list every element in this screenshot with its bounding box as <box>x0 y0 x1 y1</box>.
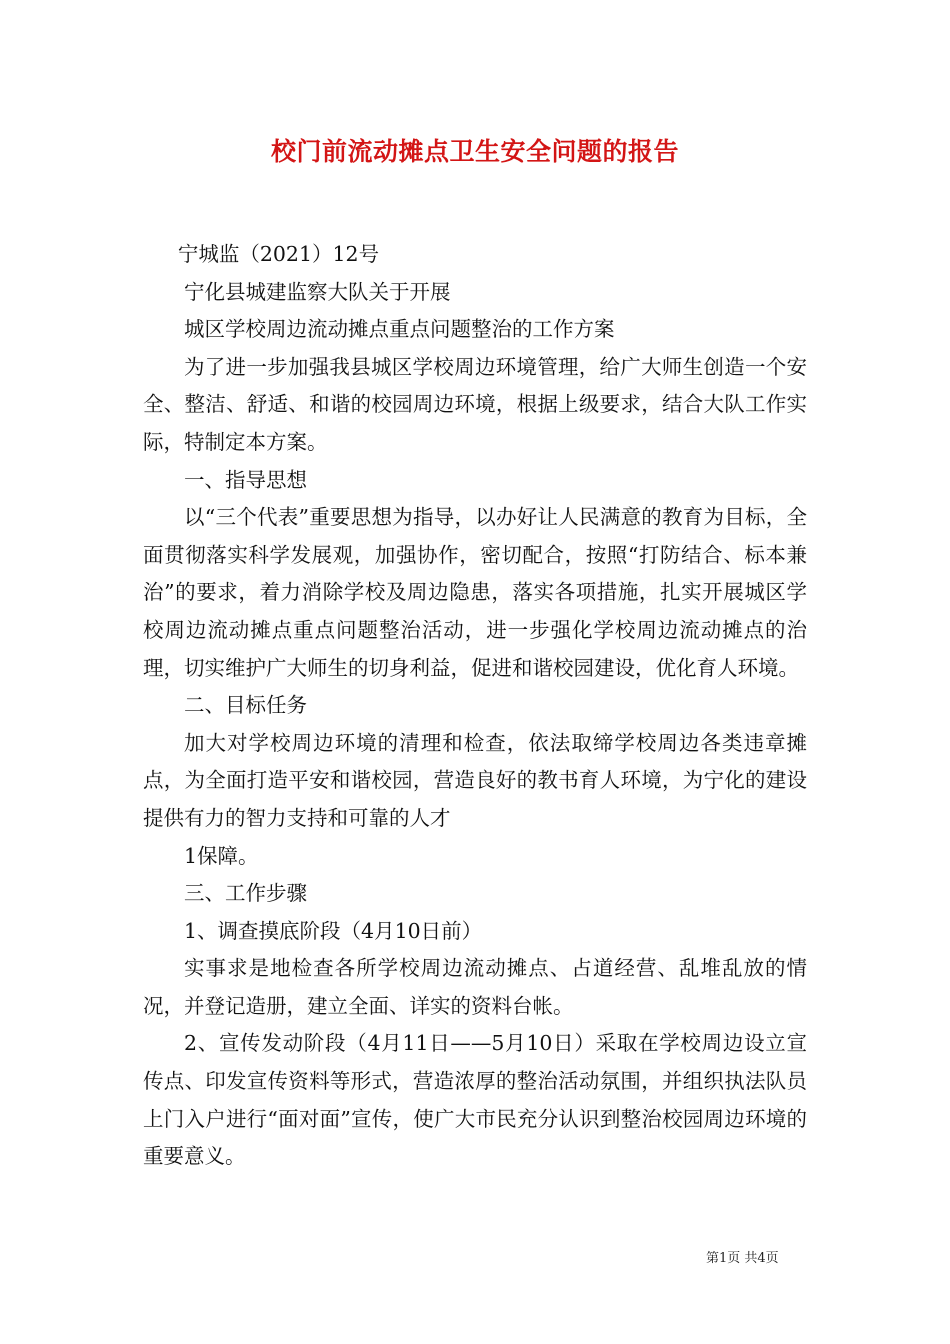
step-1-paragraph: 实事求是地检查各所学校周边流动摊点、占道经营、乱堆乱放的情况，并登记造册，建立全面、详实的资料台帐。 <box>143 956 807 1018</box>
intro-paragraph: 为了进一步加强我县城区学校周边环境管理，给广大师生创造一个安全、整洁、舒适、和谐的校园周边环境，根据上级要求，结合大队工作实际，特制定本方案。 <box>143 354 807 454</box>
document-body <box>143 236 807 1176</box>
section-heading-guiding-thought: 一、指导思想 <box>184 467 307 492</box>
page-number-footer: 第1页 共4页 <box>706 1251 779 1266</box>
step-2-paragraph: 2、宣传发动阶段（4月11日——5月10日）采取在学校周边设立宣传点、印发宣传资料等形式，营造浓厚的整治活动氛围，并组织执法队员上门入户进行“面对面”宣传，使广大市民充分认识到整治校园周边环境的重要意义。 <box>143 1031 807 1169</box>
step-1-heading: 1、调查摸底阶段（4月10日前） <box>184 918 483 943</box>
goals-paragraph: 加大对学校周边环境的清理和检查，依法取缔学校周边各类违章摊点，为全面打造平安和谐校园，营造良好的教书育人环境，为宁化的建设提供有力的智力支持和可靠的人才 <box>143 730 807 830</box>
section-heading-work-steps: 三、工作步骤 <box>184 881 307 906</box>
plan-title-line: 城区学校周边流动摊点重点问题整治的工作方案 <box>184 317 615 342</box>
guiding-thought-paragraph: 以“三个代表”重要思想为指导，以办好让人民满意的教育为目标，全面贯彻落实科学发展观，加强协作，密切配合，按照“打防结合、标本兼治”的要求，着力消除学校及周边隐患，落实各项措施，扎实开展城区学校周边流动摊点重点问题整治活动，进一步强化学校周边流动摊点的治理，切实维护广大师生的切身利益，促进和谐校园建设，优化育人环境。 <box>143 505 807 680</box>
section-heading-goals: 二、目标任务 <box>184 693 307 718</box>
issuing-body-line: 宁化县城建监察大队关于开展 <box>184 279 451 304</box>
document-number: 宁城监（2021）12号 <box>177 242 380 266</box>
goals-paragraph-continued: 1保障。 <box>184 843 259 868</box>
document-title: 校门前流动摊点卫生安全问题的报告 <box>270 137 679 166</box>
